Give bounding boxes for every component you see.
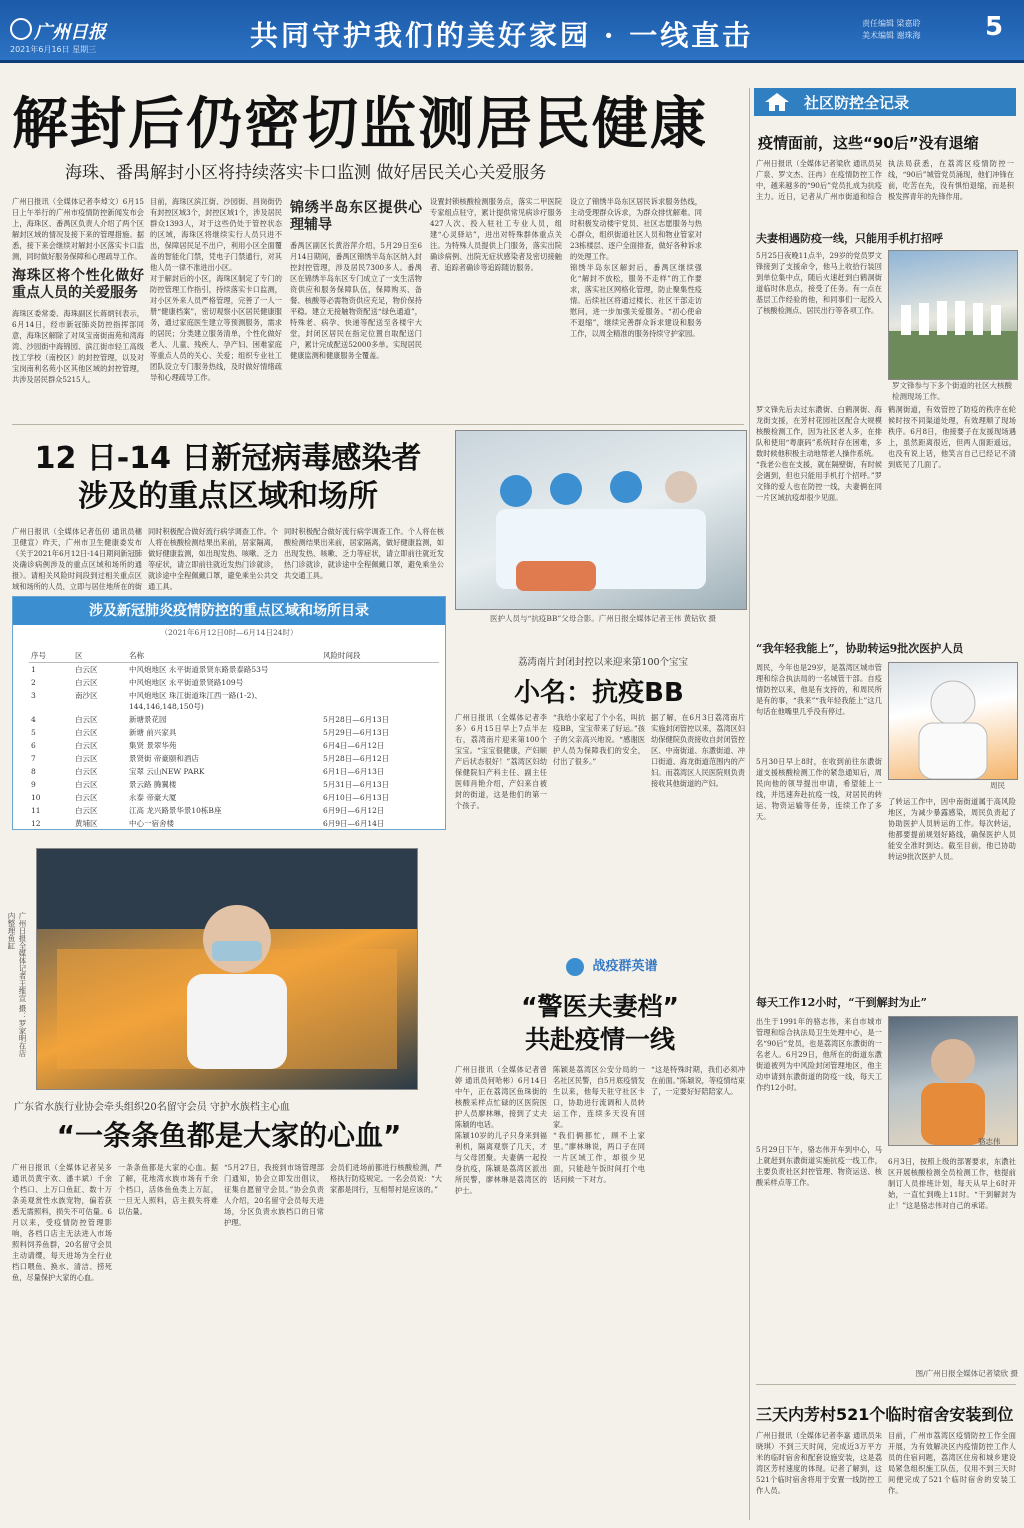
editor-line-1: 责任编辑 梁嘉聆	[862, 19, 921, 28]
baby-column-3: 据了解，在6月3日荔湾南片实施封闭管控以来，荔湾区妇幼保健院负责接收自封闭管控区、中南街道、东漖街道、冲口街道、海龙街道范围内的产妇。而荔湾区人民医院则负责接收其他街道的产妇。	[651, 713, 745, 788]
face-mask	[212, 941, 262, 961]
table-date-range: （2021年6月12日0时—6月14日24时）	[160, 628, 298, 637]
risk-area-table	[29, 649, 439, 830]
table-cell: 6月1日—6月13日	[323, 767, 385, 776]
table-cell: 2	[31, 678, 36, 687]
table-cell: 新塘 前兴家具	[129, 728, 177, 737]
community-s1-col-2	[756, 404, 882, 630]
zhou-min-photo	[888, 662, 1018, 780]
luo-zhiwei-name: 骆志伟	[978, 1137, 1001, 1146]
table-cell: 白云区	[75, 806, 98, 815]
community-paragraph: “我老公也在支援，就在隔壁街，有时候会遇到，但也只能用手机打个招呼。”罗文锋的爱人也在防控一线，夫妻俩在同一片区域抗疫却很少见面。	[756, 460, 882, 502]
police-paragraph: “我们俩都忙，顾不上家里。”廖林琳说，两口子在同一片区域工作，却很少见面，只能趁午饭时间打个电话问候一下对方。	[553, 1131, 645, 1184]
police-paragraph: 广州日报讯（全媒体记者曾婷 通讯员何哈彬）6月14日中午，正在荔湾区鱼珠街的核酸采样点忙碌的区医院医护人员廖林琳，接到了丈夫陈颖的电话。	[455, 1065, 547, 1129]
table-header-cell: 名称	[127, 649, 321, 663]
table-cell: 5月31日—6月13日	[323, 780, 390, 789]
table-cell: 江高 龙兴路景华景10栋B座	[129, 806, 222, 815]
table-header-row	[29, 649, 439, 663]
father-head	[665, 471, 697, 503]
table-cell: 永泰 帝豪大厦	[129, 793, 177, 802]
table-row	[29, 817, 439, 830]
dorm-column-2: 目前，广州市荔湾区疫情防控工作全面开展，为有效解决区内疫情防控工作人员的住宿问题，荔湾区住房和城乡建设局紧急组织施工队伍，仅用不到三天时间便完成了521个临时宿舍的安装工作。	[888, 1431, 1016, 1495]
lead-paragraph: 海珠区委常委、海珠副区长蒋炳钊表示，6月14日，经市新冠肺炎防控指挥部同意，海珠区解除了对凤宝南街南苑和湾海湾、沙园街中海锦园、滨江街市轻工高级技工学校（南校区）的封控管理，以及对宝岗南利名苑小区其他区域的封控管理，共涉及居民群众5215人。	[12, 309, 144, 384]
table-row	[29, 791, 439, 804]
table-cell: 白云区	[75, 715, 98, 724]
luo-zhiwei-photo	[888, 1016, 1018, 1146]
community-s2-col-1: 周民，今年也是29岁，是荔湾区城市管理和综合执法局的一名城管干部。自疫情防控以来，他是有支持的，和周民所是有的事，“我来”“我年轻我能上”这几句话在他嘴里几乎没有停过。	[756, 663, 882, 716]
police-column-1	[455, 1064, 547, 1520]
table-row	[29, 726, 439, 739]
police-headline-line-1: “警医夫妻档”	[521, 992, 679, 1021]
areas-column-2: 同时积极配合做好流行病学调查工作。个人将在核酸检测结果出来前，居家隔离，做好健康监测，如出现发热、咳嗽、乏力等症状，请立即前往就近发热门诊就诊，就诊途中全程佩戴口罩，避免乘坐公共交通工具。	[148, 527, 278, 590]
table-row	[29, 804, 439, 817]
table-cell: 景贤街 帝豪颐和酒店	[129, 754, 199, 763]
lead-paragraph: 目前，海珠区滨江街、沙园街、昌岗街仍有封控区域3个，封控区域1个，涉及居民群众1393人，对于这些仍处于管控状态的区域，海珠区将继续实行人员只进不出，保障居民足不出户，利用小区全面覆盖的智能化门禁，凭电子门禁通行，对其他人员一律不准进出小区。	[150, 197, 282, 272]
hospital-illustration	[456, 431, 746, 609]
community-headline: 疫情面前，这些“90后”没有退缩	[758, 134, 979, 152]
community-paragraph: 罗文锋先后去过东漖街、白鹤洞街、海龙街支援，在芳村花园社区配合大规模核酸检测工作，因为社区老人多，在排队和使用“粤康码”系统时存在困难，多数时候他积极主动地帮老人操作系统。	[756, 405, 882, 458]
table-cell: 6月10日—6月13日	[323, 793, 390, 802]
table-cell: 集贤 景翠华苑	[129, 741, 177, 750]
table-cell: 新塘景花园	[129, 715, 167, 724]
issue-date: 2021年6月16日 星期三	[10, 45, 97, 54]
table-cell: 白云区	[75, 665, 98, 674]
community-s1-col-3: 鹤洞街道，有效管控了防疫的秩序在轮候时按不同渠道处理，有效理顺了现场秩序。6月8日，他接要子在友援现场遇上，虽然距离很近，但两人面距遥远，也没有说上话，他笑言自己已经记不清到底见了几面了。	[888, 405, 1016, 469]
lead-headline: 解封后仍密切监测居民健康	[12, 92, 708, 157]
police-headline-line-2: 共赴疫情一线	[524, 1025, 675, 1054]
lead-paragraph: 番禺区副区长黄浴萍介绍，5月29日至6月14日期间，番禺区锦绣半岛东区纳入封控封控管理，涉及居民7300多人。番禺区在锦绣半岛东区专门成立了一支生活物资供应和服务保障队伍，保障购买、备餐、核酸等必需物资供应充足，物价保持平稳。建立无接触物资配送“绿色通道”，特殊老、病孕、快递等配送至各楼宇大堂，封闭区居民在指定位置自取配送门户，累计完成配送52000多单。实现居民健康监测和健康服务全覆盖。	[290, 241, 422, 360]
volunteer-illustration	[889, 251, 1017, 379]
table-cell: 12	[31, 819, 41, 828]
table-row	[29, 778, 439, 791]
police-paragraph: 陈颖是荔湾区公安分局的一名社区民警，自5月底疫情发生以来，他每天驻守社区卡口，协助进行流调和人员转运工作，连续多天没有回家。	[553, 1065, 645, 1129]
editor-line-2: 美术编辑 谢珠海	[862, 31, 921, 40]
newspaper-logo: 广州日报	[34, 22, 106, 43]
community-subhead-2: “我年轻我能上”，协助转运9批次医护人员	[756, 642, 964, 655]
aquarium-photo-caption: 广州日报全媒体记者王维宣 摄：罗家明在店内整理鱼缸	[7, 912, 27, 1057]
baby-blanket	[516, 561, 596, 591]
table-cell: 7	[31, 754, 36, 763]
table-cell: 5月29日—6月13日	[323, 728, 390, 737]
nurse-cap	[500, 475, 532, 507]
table-cell: 6月9日—6月14日	[323, 819, 385, 828]
police-column-2	[553, 1064, 645, 1520]
police-headline	[455, 990, 745, 1056]
lead-paragraph: 设立了锦绣半岛东区居民诉求服务热线，主动受理群众诉求，为群众排忧解难。同时积极发动楼宇党员、社区志愿服务与热心群众，组织街道社区人员和物业管家对23栋楼层、逐户全面排查，做好各种诉求的处理工作。	[570, 197, 702, 261]
table-cell: 白云区	[75, 793, 98, 802]
table-cell	[321, 676, 439, 689]
hospital-photo	[455, 430, 747, 610]
lead-subhead: 海珠、番禺解封小区将持续落实卡口监测 做好居民关心关爱服务	[65, 163, 547, 183]
table-row	[29, 765, 439, 778]
nurse-cap	[610, 471, 642, 503]
column-divider	[749, 88, 750, 1520]
masthead	[0, 0, 1024, 62]
page-number: 5	[985, 12, 1004, 42]
table-cell: 1	[31, 665, 36, 674]
community-intro: 广州日报讯（全媒体记者梁欣 通讯员吴广泉、罗文杰、汪冉）在疫情防控工作中，越来越多的“90后”党员扎成为抗疫主力。近日，记者从广州市街道和综合执法局获悉，在荔湾区疫情防控一线，“90后”城管党员涌现，他们冲锋在前，吃苦在先，没有惧怕退缩，而是积极发挥青年的先锋作用。	[756, 159, 1014, 201]
fish-column-4: 会员们进场前都进行核酸检测，严格执行防疫规定。一名会员说：“大家都是同行，互相帮衬是应该的。”	[330, 1163, 442, 1194]
table-cell: 黄埔区	[75, 819, 98, 828]
nurse-badge-icon	[566, 958, 584, 976]
table-cell: 11	[31, 806, 41, 815]
section-band-title: 共同守护我们的美好家园 · 一线直击	[250, 19, 754, 52]
table-cell: 南沙区	[75, 691, 98, 700]
baby-kicker: 荔湾南片封闭封控以来迎来第100个宝宝	[517, 657, 689, 668]
heroes-tag	[566, 955, 746, 979]
table-cell: 9	[31, 780, 36, 789]
table-cell: 4	[31, 715, 36, 724]
table-row	[29, 676, 439, 689]
table-header-cell: 序号	[29, 649, 73, 663]
table-row	[29, 739, 439, 752]
table-row	[29, 752, 439, 765]
table-cell: 景云路 腾翼楼	[129, 780, 177, 789]
police-paragraph: 陈颖10岁的儿子只身来到福利机，隔离观察了几天，才与父母团聚。夫妻俩一起投身抗疫，陈颖是荔湾区派出所民警，廖林琳是荔湾区的护士。	[455, 1131, 547, 1195]
table-cell: 6月4日—6月12日	[323, 741, 385, 750]
aquarium-photo	[36, 848, 418, 1090]
table-cell: 10	[31, 793, 41, 802]
table-cell: 5	[31, 728, 36, 737]
community-section-tag: 社区防控全记录	[804, 94, 910, 112]
community-photo-credit: 图/广州日报全媒体记者梁欣 摄	[915, 1369, 1018, 1378]
table-cell: 6	[31, 741, 36, 750]
masthead-bar	[0, 0, 1024, 60]
nurse-cap	[550, 473, 582, 505]
dorm-column-1: 广州日报讯（全媒体记者李嘉 通讯员朱晓琪）不到三天时间，完成近3万平方米的临时宿舍和配套设施安装，这是荔湾区芳村速度的体现。记者了解到，这521个临时宿舍将用于安置一线防控工作人员。	[756, 1431, 882, 1495]
table-cell: 中风炮地区 珠江街道珠江西一路(1-2)、144,146,148,150号)	[129, 691, 262, 711]
table-cell: 中风炮地区 永平街道景贤路109号	[129, 678, 244, 687]
lead-paragraph: 锦绣半岛东区解封后，番禺区继续强化“解封不放松，服务不走样”的工作要求，落实社区网格化管理，防止聚集性疫情。后续社区将通过楼长、社区干部走访慰问，进一步加强关爱服务。“初心使命不退缩”，继续完善群众诉求建设和服务工作，以周全精准的服务持续守护家园。	[570, 263, 702, 338]
lead-section-heading: 锦绣半岛东区提供心理辅导	[290, 200, 422, 233]
baby-column-1: 广州日报讯（全媒体记者李多）6月15日早上7点半左右，荔湾南片迎来第100个宝宝。“宝宝很健康，产妇顺产后状态很好！”荔湾区妇幼保健院妇产科主任、副主任医师肖艳介绍，产妇来自被封的街道，这是他们的第一个孩子。	[455, 713, 547, 810]
areas-column-3: 同时积极配合做好流行病学调查工作。个人将在核酸检测结果出来前，居家隔离，做好健康监测，如出现发热、咳嗽、乏力等症状，请立即前往就近发热门诊就诊，就诊途中全程佩戴口罩，避免乘坐公共交通工具。	[284, 527, 444, 580]
lead-paragraph: 设置封锁核酸检测服务点，落实二甲医院专家组点驻守，累计提供常见病诊疗服务427人次、投入驻社工专业人员，组建“心灵驿站”，进出对特殊群体重点关注。为特殊人员提供上门服务，落实出院确诊病例、出院无症状感染者及密切接触者、追踪者确诊等追踪随访服务。	[430, 197, 562, 272]
hospital-photo-caption: 医护人员与“抗疫BB”父母合影。广州日报全媒体记者王伟 黄钻钦 摄	[490, 614, 716, 623]
person-body	[187, 974, 287, 1069]
table-cell: 6月9日—6月12日	[323, 806, 385, 815]
fish-column-1: 广州日报讯（全媒体记者吴多 通讯员黄宇欢、潘丰斌）千余个档口、上万口鱼缸、数十万条美观赏性水族宠物，偏若获悉无需照料，损失不可估量。6月以来，受疫情防控管理影响，各档口店主无法进入市场照料饲养鱼群，20名留守会员主动请缨，每天进场为全行业档口喂鱼、换水、清洁、捞死鱼，尽量保护大家的心血。	[12, 1163, 112, 1282]
volunteer-photo-caption: 罗文锋参与下多个街道的社区大核酸检测现场工作。	[892, 381, 1012, 401]
table-cell: 白云区	[75, 780, 98, 789]
areas-headline	[12, 440, 444, 516]
baby-column-2: “我给小家起了个小名，叫抗疫BB，宝宝带来了好运。”孩子的父亲高兴地说。“感谢医护人员为保障我们的安全，付出了很多。”	[553, 713, 645, 766]
areas-column-1: 广州日报讯（全媒体记者伍仞 通讯员穗卫健宣）昨天，广州市卫生健康委发布《关于2021年6月12日-14日期间新冠肺炎确诊病例涉及的重点区域和场所的通报》。请相关风险时间段到过相关重点区域和场所的人员，立即与居住地所在的街	[12, 527, 142, 590]
table-cell	[321, 663, 439, 677]
zhou-min-name: 周民	[990, 781, 1005, 790]
lead-paragraph: 广州日报讯（全媒体记者李焯文）6月15日上午举行的广州市疫情防控新闻发布会上，海珠区、番禺区负责人介绍了两个区解封区域的情况及接下来的管理措施。据悉，接下来会继续对解封小区落实卡口监测，同时做好服务保障和心理疏导工作。	[12, 197, 144, 261]
aquarium-illustration	[37, 849, 417, 1089]
community-s3-col-3: 6月3日，按照上级的部署要求，东漖社区开展核酸检测全员检测工作，他提前制订人员排班计划，每天从早上6时开始，一直忙到晚上11时。“干到解封为止！”这是骆志伟对自己的承诺。	[888, 1157, 1016, 1210]
volunteer-photo	[888, 250, 1018, 380]
table-cell	[321, 689, 439, 713]
community-s3-col-2: 5月29日下午，骆志伟开车到中心，马上就赶到东漖街道实施抗疫一线工作，主要负责社区封控管理、物资运送、核酸采样点等工作。	[756, 1145, 882, 1187]
table-row	[29, 663, 439, 677]
community-s2-col-2: 5月30日早上8时，在收到前往东漖街道支援核酸检测工作的紧急通知后，周民向他的领导提出申请，希望能上一线，并迅速奔赴抗疫一线，对居民的转运、物资运输等任务，连续工作了多天。	[756, 757, 882, 821]
zhou-min-illustration	[889, 663, 1017, 779]
table-cell: 白云区	[75, 741, 98, 750]
editor-credits	[862, 18, 921, 42]
section-divider	[756, 1384, 1016, 1385]
table-cell: 宝翠 云山NEW PARK	[129, 767, 205, 776]
table-cell: 5月28日—6月13日	[323, 715, 390, 724]
fish-column-2: 一条条鱼都是大家的心血。据了解，花地湾水族市场有千余个档口，活体鱼鱼类上万缸，一旦无人照料，店主损失将难以估量。	[118, 1163, 218, 1216]
luo-zhiwei-illustration	[889, 1017, 1017, 1145]
table-cell: 5月28日—6月12日	[323, 754, 390, 763]
police-column-3: “这是特殊时期，我们必须冲在前面。”陈颖说，等疫情结束了，一定要好好陪陪家人。	[651, 1065, 745, 1096]
community-s2-col-3: 了转运工作中，因中南街道属于高风险地区，为减少暴露感染，周民负责起了协助医护人员转运的工作。每次转运，他都要提前规划好路线，确保医护人员能安全准时到达。截至目前，他已协助转运9批次医护人员。	[888, 797, 1016, 861]
table-cell: 白云区	[75, 678, 98, 687]
community-section-bar	[754, 88, 1016, 116]
house-icon	[764, 92, 790, 112]
table-cell: 白云区	[75, 728, 98, 737]
dorm-headline: 三天内芳村521个临时宿舍安装到位	[756, 1405, 1014, 1424]
table-header-cell: 风险时间段	[321, 649, 439, 663]
community-subhead-1: 夫妻相遇防疫一线，只能用手机打招呼	[756, 232, 943, 245]
table-cell: 中心一宿舍楼	[129, 819, 174, 828]
fish-headline: “一条条鱼都是大家的心血”	[56, 1119, 402, 1152]
areas-headline-line-2: 涉及的重点区域和场所	[78, 479, 378, 514]
fish-kicker: 广东省水族行业协会牵头组织20名留守会员 守护水族档主心血	[14, 1102, 290, 1113]
table-row	[29, 689, 439, 713]
lead-paragraph: 对于解封后的小区，海珠区制定了专门的防控管理工作指引，持续落实卡口监测，对小区外来人员严格管理，完善了一人一册“健康档案”，密切观察小区居民健康服务，通过家庭医生建立等预测服务，需求的居民；分类建立服务清单，个性化做好老人、儿童、残疾人、孕产妇、困难家庭等重点人员的关心、关爱；组织专业社工团队设立专门服务热线，及时做好情绪疏导和心理疏导工作。	[150, 274, 282, 382]
table-cell: 白云区	[75, 767, 98, 776]
section-divider	[12, 424, 744, 425]
table-cell: 8	[31, 767, 36, 776]
table-cell: 3	[31, 691, 36, 700]
table-title: 涉及新冠肺炎疫情防控的重点区域和场所目录	[13, 597, 445, 625]
lead-section-heading: 海珠区将个性化做好重点人员的关爱服务	[12, 268, 144, 301]
table-cell: 白云区	[75, 754, 98, 763]
table-cell: 中风炮地区 永平街道景贤东路景泰路53号	[129, 665, 269, 674]
community-s3-col-1: 出生于1991年的骆志伟，来自市城市管理和综合执法局卫生处理中心，是一名“90后”党员，也是荔湾区东漖街的一名老人。6月29日，他所在的街道东漖街道被列为中风险封闭管理地区，他主动申请到东漖街道的防疫一线，每天工作约12小时。	[756, 1017, 882, 1092]
person-head	[203, 905, 271, 973]
areas-headline-line-1: 12 日-14 日新冠病毒感染者	[34, 441, 422, 476]
community-subhead-3: 每天工作12小时，“干到解封为止”	[756, 996, 927, 1009]
community-s1-col-1: 5月25日夜晚11点半，29岁的党员罗文锋接到了支援命令，他马上收拾行装回到单位集中点，随后火速赶到白鹤洞街道临时休息点，接受了任务。有一点在基层工作经验的他，和同事们一起投入了核酸检测点、居民出行等各项工作。	[756, 251, 882, 315]
baby-headline: 小名：抗疫BB	[514, 678, 684, 708]
logo-icon	[10, 18, 32, 40]
fish-column-3: “5月27日，我接到市场管理部门通知，协会立即发出倡议，征集自愿留守会员。”协会负责人介绍，20名留守会员每天进场，分区负责水族档口的日常护理。	[224, 1163, 324, 1227]
table-row	[29, 713, 439, 726]
heroes-tag-label: 战疫群英谱	[592, 959, 658, 974]
risk-area-table-box	[12, 596, 446, 830]
table-header-cell: 区	[73, 649, 127, 663]
